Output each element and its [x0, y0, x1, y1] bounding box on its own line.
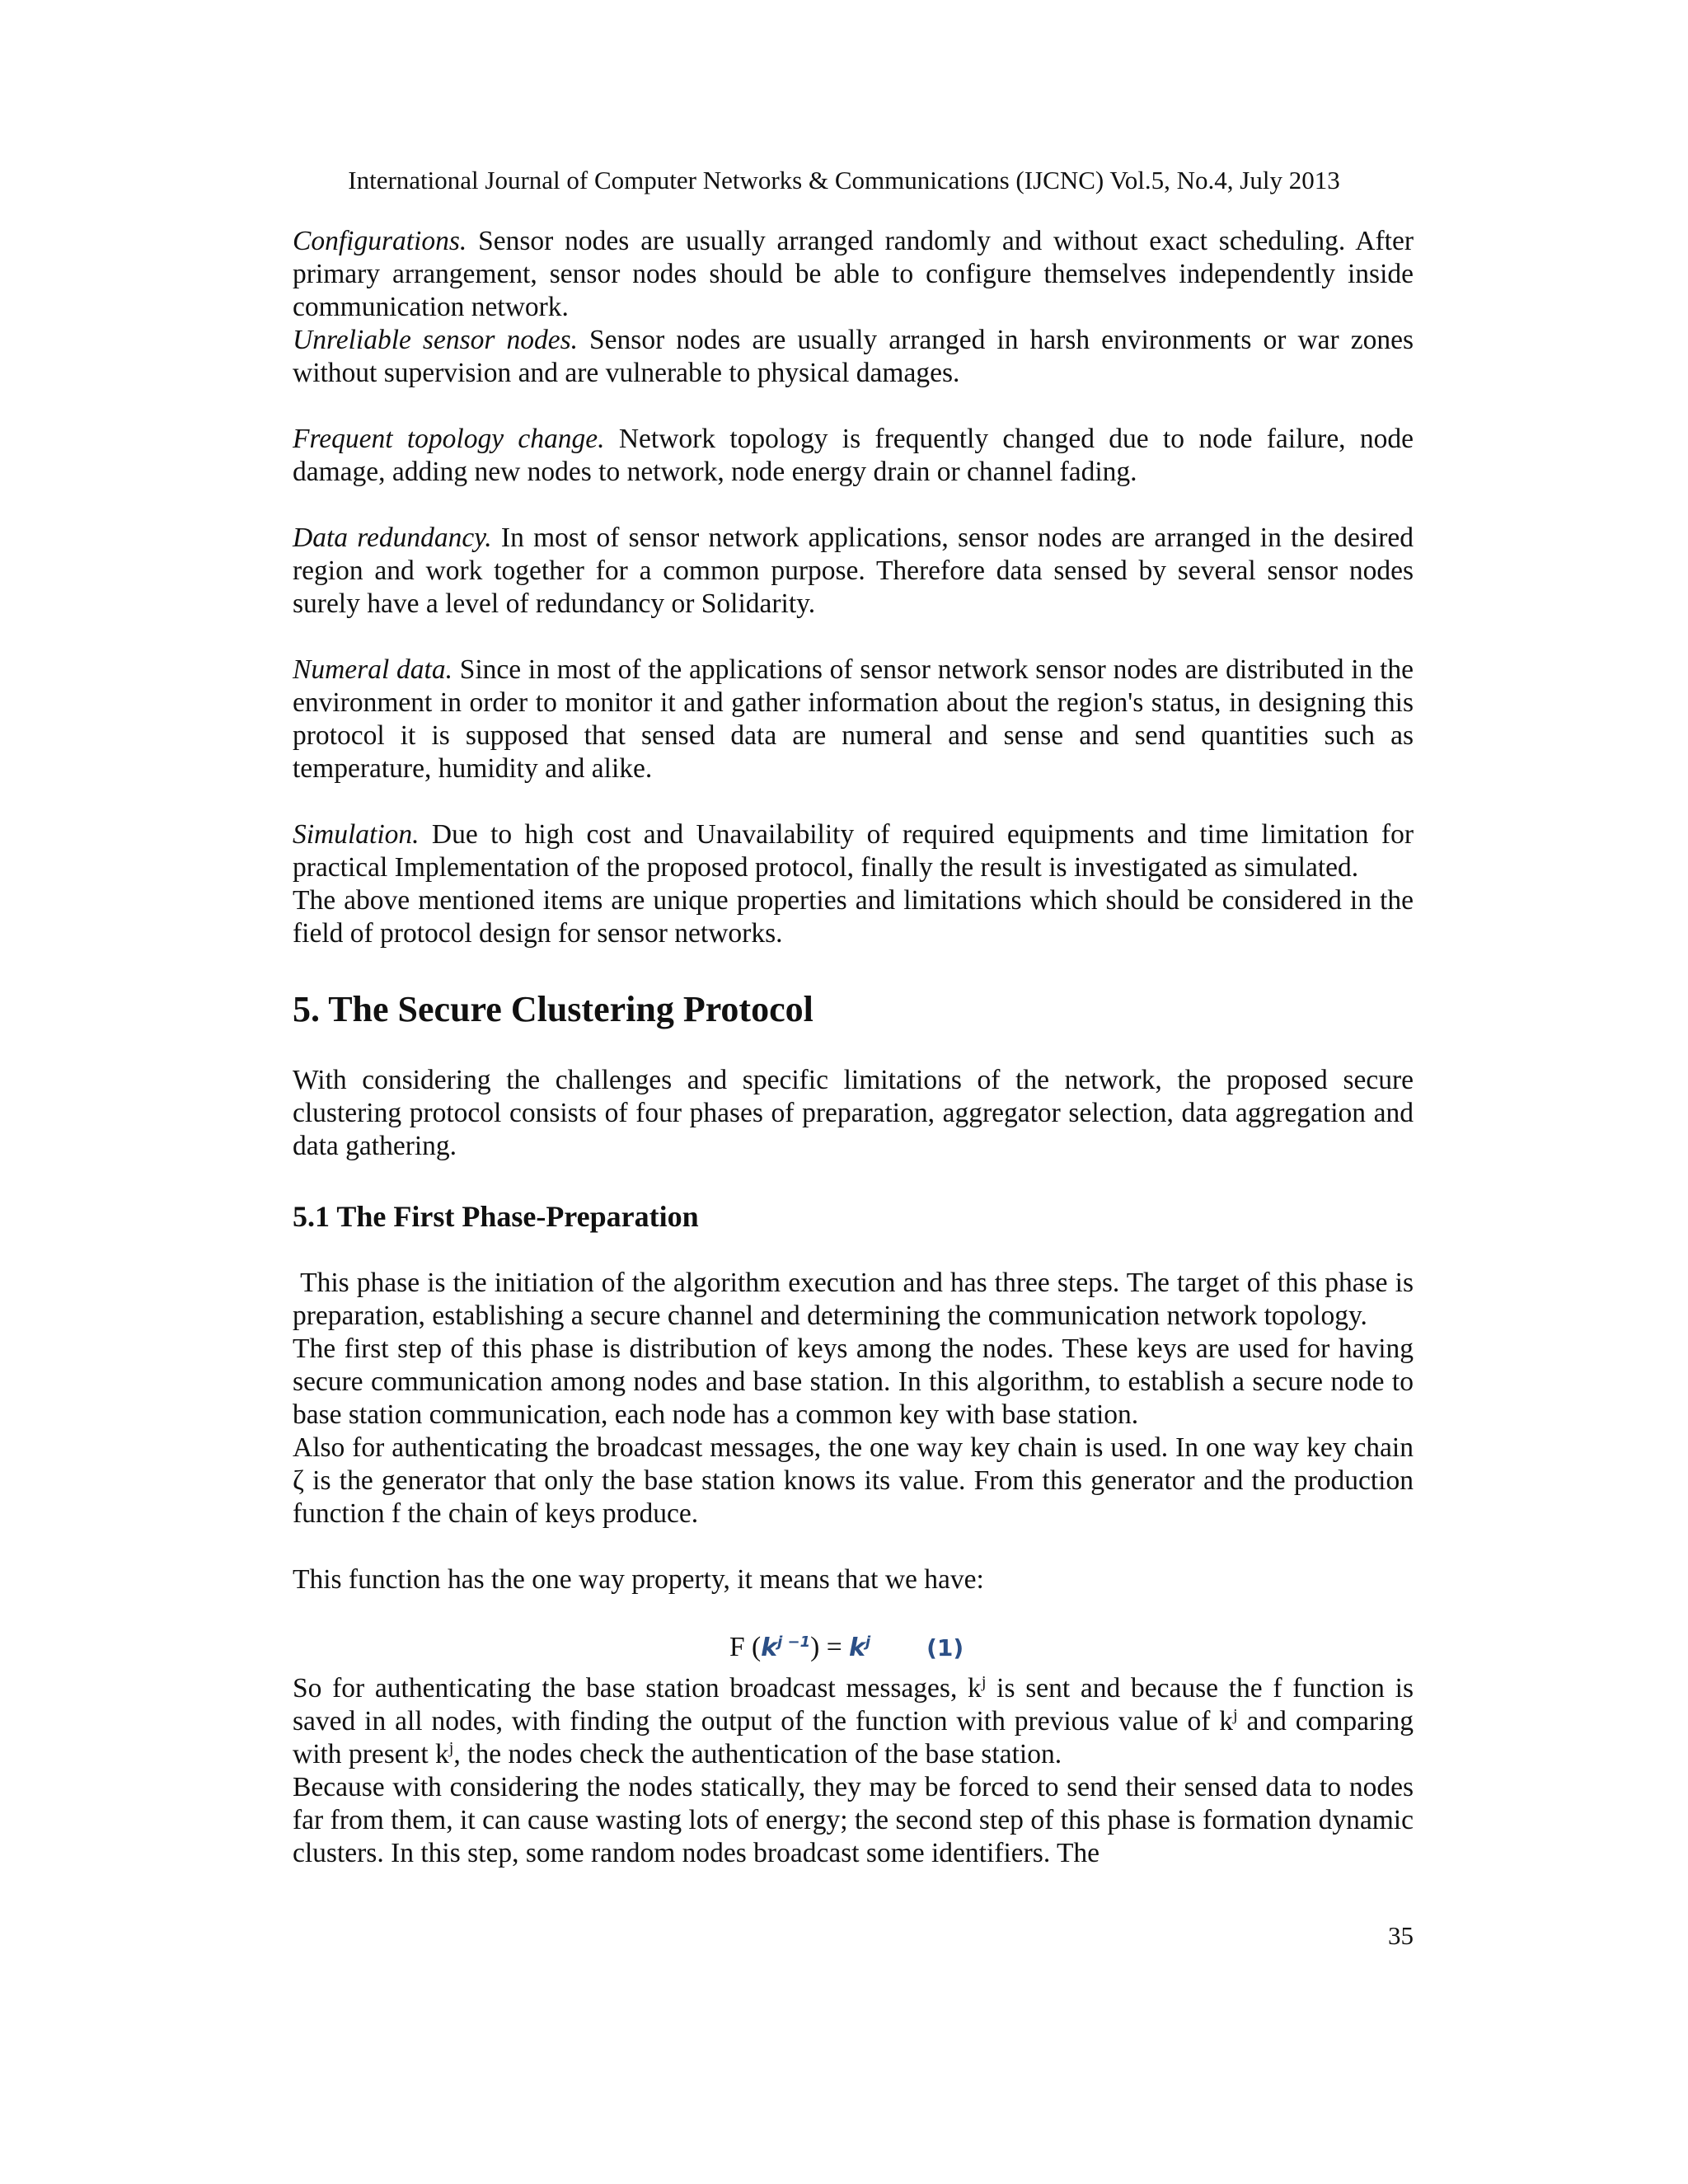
equation-rhs-base: k [848, 1633, 865, 1662]
equation-rhs [849, 1633, 870, 1662]
term-configurations: Configurations. [293, 226, 467, 256]
section-heading-5: 5. The Secure Clustering Protocol [293, 989, 814, 1029]
paragraph-simulation [293, 818, 1414, 884]
paragraph-redundancy [293, 522, 1414, 621]
equation-1 [293, 1626, 1414, 1672]
equation-arg-sup: j −1 [777, 1633, 811, 1651]
page-number: 35 [1388, 1921, 1414, 1950]
paragraph-phase-intro: This phase is the initiation of the algorithm execution and has three steps. The target of this phase is preparation, establishing a secure channel and determining the communication network topology. [293, 1268, 1421, 1331]
term-numeral: Numeral data. [293, 654, 452, 685]
equation-prefix: F ( [729, 1632, 762, 1662]
paragraph-topology [293, 423, 1414, 489]
equation-mid: ) = [810, 1632, 849, 1662]
equation-arg [761, 1633, 810, 1662]
auth-text-b: is sent and because the f function is saved in all nodes, with finding the output of the function with previous value of k [293, 1673, 1414, 1736]
paragraph-numeral [293, 654, 1414, 785]
equation-rhs-sup: j [865, 1633, 871, 1651]
page-body [293, 225, 1421, 1870]
paragraph-key-chain: Also for authenticating the broadcast messages, the one way key chain is used. In one way key chain ζ is the generator that only the base station knows its value. From this generator and the production function f the chain of keys produce. [293, 1432, 1414, 1529]
paragraph-dynamic-clusters: Because with considering the nodes statically, they may be forced to send their sensed data to nodes far from them, it can cause wasting lots of energy; the second step of this phase is formation dynamic clusters. In this step, some random nodes broadcast some identifiers. The [293, 1772, 1414, 1868]
equation-arg-base: k [761, 1633, 778, 1662]
auth-sup-2: j [1233, 1705, 1238, 1724]
journal-header: International Journal of Computer Networks & Communications (IJCNC) Vol.5, No.4, July 2013 [348, 166, 1340, 194]
term-redundancy: Data redundancy. [293, 523, 492, 553]
text-topology: Network topology is frequently changed due to node failure, node damage, adding new nodes to network, node energy drain or channel fading. [293, 424, 1414, 487]
text-configurations: Sensor nodes are usually arranged randomly and without exact scheduling. After primary arrangement, sensor nodes should be able to configure themselves independently inside communication network. [293, 226, 1414, 322]
equation-expression [729, 1629, 964, 1666]
auth-sup-1: j [981, 1672, 987, 1691]
auth-text-d: , the nodes check the authentication of the base station. [453, 1739, 1062, 1769]
auth-text-c: and comparing with present k [293, 1706, 1414, 1769]
text-numeral: Since in most of the applications of sensor network sensor nodes are distributed in the environment in order to monitor it and gather information about the region's status, in designing this protocol it is supposed that sensed data are numeral and sense and send quantities such as temperature, humidity and alike. [293, 654, 1414, 784]
paragraph-configurations [293, 225, 1414, 324]
subsection-heading-5-1: 5.1 The First Phase-Preparation [293, 1200, 699, 1233]
paragraph-unreliable [293, 324, 1414, 390]
paragraph-section5-intro: With considering the challenges and specific limitations of the network, the proposed secure clustering protocol consists of four phases of preparation, aggregator selection, data aggregation and data gathering. [293, 1065, 1414, 1161]
text-unreliable: Sensor nodes are usually arranged in harsh environments or war zones without supervision and are vulnerable to physical damages. [293, 325, 1414, 388]
auth-text-a: So for authenticating the base station broadcast messages, k [293, 1673, 982, 1704]
paragraph-authentication [293, 1672, 1414, 1771]
term-topology: Frequent topology change. [293, 424, 605, 454]
text-simulation: Due to high cost and Unavailability of required equipments and time limitation for practical Implementation of the proposed protocol, finally the result is investigated as simulated. [293, 819, 1414, 883]
equation-number: (1) [926, 1634, 964, 1661]
text-redundancy: In most of sensor network applications, sensor nodes are arranged in the desired region and work together for a common purpose. Therefore data sensed by several sensor nodes surely have a level of redundancy or Solidarity. [293, 523, 1414, 619]
term-simulation: Simulation. [293, 819, 420, 850]
term-unreliable: Unreliable sensor nodes. [293, 325, 578, 355]
paragraph-key-distribution: The first step of this phase is distribution of keys among the nodes. These keys are used for having secure communication among nodes and base station. In this algorithm, to establish a secure node to base station communication, each node has a common key with base station. [293, 1333, 1414, 1430]
paragraph-one-way-property: This function has the one way property, it means that we have: [293, 1564, 984, 1595]
paragraph-above: The above mentioned items are unique properties and limitations which should be considered in the field of protocol design for sensor networks. [293, 885, 1414, 949]
auth-sup-3: j [448, 1738, 454, 1757]
